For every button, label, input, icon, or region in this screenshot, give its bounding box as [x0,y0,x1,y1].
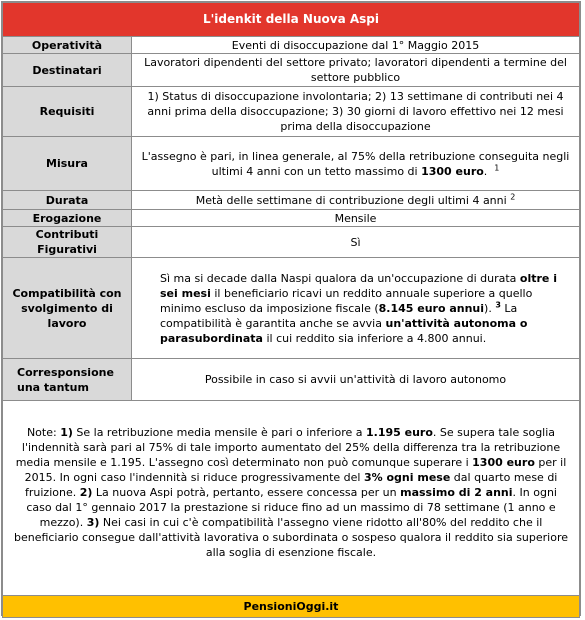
table-row [3,37,580,54]
row-value-requisiti: 1) Status di disoccupazione involontaria; 2) 13 settimane di contributi nei 4 anni prima della disoccupazione; 3) 30 giorni di lavoro effettivo nei 12 mesi prima della disoccupazione [132,87,580,137]
row-label-erogazione: Erogazione [3,210,132,227]
compat-bold-3: un'attività autonoma o parasubordinata [160,316,528,345]
notes-bold: 3% ogni mese [364,471,451,484]
misura-text: L'assegno è pari, in linea generale, al 75% della retribuzione conseguita negli ultimi 4 anni con un tetto massimo di [141,149,570,178]
compat-text-3: ). [484,301,496,315]
note-number-2: 2) [79,486,93,499]
notes-text: Nei casi in cui c'è compatibilità l'assegno viene ridotto all'80% del reddito che il beneficiario consegue dall'attività lavorativa o subordinata o sospeso qualora il reddito sia superiore alla soglia di esenzione fiscale. [13,516,569,559]
durata-text: Metà delle settimane di contribuzione degli ultimi 4 anni [195,193,507,207]
notes-bold: massimo di 2 anni [400,486,513,499]
compat-text-5: il cui reddito sia inferiore a 4.800 annui. [262,331,487,345]
row-label-compatibilita: Compatibilità con svolgimento di lavoro [3,258,132,359]
notes-bold: 1300 euro [472,456,535,469]
notes-row [3,401,580,596]
row-value-corresponsione: Possibile in caso si avvii un'attività di lavoro autonomo [132,359,580,401]
row-value-erogazione: Mensile [132,210,580,227]
table-row [3,137,580,191]
notes-prefix: Note: [26,426,61,439]
notes-text: dal quarto mese di fruizione. [25,471,558,499]
table-title: L'idenkit della Nuova Aspi [3,3,580,37]
misura-end: . [483,164,488,178]
summary-table [2,2,580,618]
compat-text-1: Sì ma si decade dalla Naspi qualora da un'occupazione di durata [160,271,520,285]
row-value-operativita: Eventi di disoccupazione dal 1° Maggio 2015 [132,37,580,54]
row-value-contributi: Sì [132,227,580,258]
misura-cap: 1300 euro [421,164,484,178]
footer-row [3,596,580,618]
table-row [3,191,580,210]
note-number-3: 3) [86,516,100,529]
summary-card [1,1,581,616]
row-label-operativita: Operatività [3,37,132,54]
row-label-corresponsione: Corresponsione una tantum [3,359,132,401]
footnote-ref-1: 1 [494,162,500,172]
row-label-contributi: Contributi Figurativi [3,227,132,258]
table-row [3,359,580,401]
row-value-misura [132,137,580,191]
footnote-ref-2: 2 [510,191,516,201]
notes-text: Se la retribuzione media mensile è pari o inferiore a [72,426,366,439]
notes-text: La nuova Aspi potrà, pertanto, essere concessa per un [92,486,401,499]
notes-block [3,401,580,596]
footer-brand: PensioniOggi.it [3,596,580,618]
compat-bold-1: oltre i sei mesi [160,271,557,300]
footnote-ref-3: 3 [495,299,501,309]
row-label-durata: Durata [3,191,132,210]
row-label-misura: Misura [3,137,132,191]
notes-bold: 1.195 euro [366,426,433,439]
compat-text-4: La compatibilità è garantita anche se avvia [160,301,518,330]
table-row [3,227,580,258]
compat-text-2: il beneficiario ricavi un reddito annuale superiore a quello minimo escluso da imposizione fiscale ( [160,286,533,315]
notes-text: per il 2015. In ogni caso l'indennità si riduce progressivamente del [24,456,567,484]
table-row [3,258,580,359]
notes-text: . In ogni caso dal 1° gennaio 2017 la prestazione si riduce fino ad un massimo di 78 settimane (1 anno e mezzo). [26,486,557,529]
row-label-requisiti: Requisiti [3,87,132,137]
title-row [3,3,580,37]
row-value-destinatari: Lavoratori dipendenti del settore privato; lavoratori dipendenti a termine del settore pubblico [132,54,580,87]
row-value-compatibilita [132,258,580,359]
row-label-destinatari: Destinatari [3,54,132,87]
table-row [3,210,580,227]
table-row [3,87,580,137]
notes-text: . Se supera tale soglia l'indennità sarà pari al 75% di tale importo aumentato del 25% della differenza tra la retribuzione media mensile e 1.195. L'assegno così determinato non può comunque superare i [15,426,561,469]
compat-bold-2: 8.145 euro annui [378,301,485,315]
table-row [3,54,580,87]
note-number-1: 1) [60,426,73,439]
row-value-durata [132,191,580,210]
